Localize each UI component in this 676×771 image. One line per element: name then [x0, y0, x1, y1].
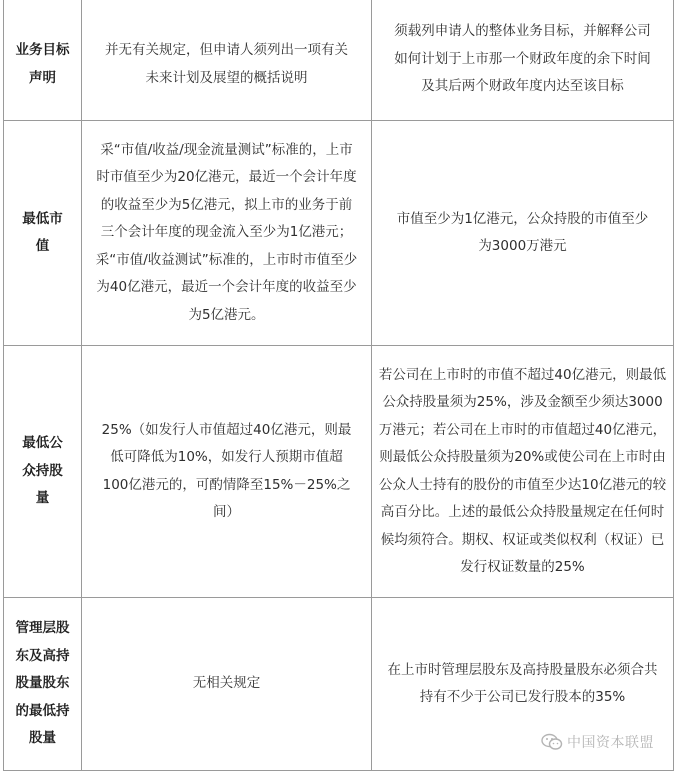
gem-cell: 须载列申请人的整体业务目标，并解释公司如何计划于上市那一个财政年度的余下时间及其后两个财政年度内达至该目标 — [372, 0, 674, 121]
comparison-table — [3, 0, 674, 771]
row-label: 最低市值 — [4, 121, 82, 346]
table-row — [4, 121, 674, 346]
gem-cell: 在上市时管理层股东及高持股量股东必须合共持有不少于公司已发行股本的35% — [372, 598, 674, 771]
gem-cell: 若公司在上市时的市值不超过40亿港元，则最低公众持股量须为25%，涉及金额至少须达3000万港元；若公司在上市时的市值超过40亿港元，则最低公众持股量须为20%或使公司在上市时由公众人士持有的股份的市值至少达10亿港元的较高百分比。上述的最低公众持股量规定在任何时候均须符合。期权、权证或类似权利（权证）已发行权证数量的25% — [372, 346, 674, 598]
main-board-cell: 采“市值/收益/现金流量测试”标准的，上市时市值至少为20亿港元，最近一个会计年度的收益至少为5亿港元，拟上市的业务于前三个会计年度的现金流入至少为1亿港元；采“市值/收益测试”标准的，上市时市值至少为40亿港元，最近一个会计年度的收益至少为5亿港元。 — [82, 121, 372, 346]
main-board-cell: 无相关规定 — [82, 598, 372, 771]
table-row — [4, 0, 674, 121]
watermark — [541, 732, 654, 752]
wechat-icon — [541, 733, 563, 751]
row-label: 业务目标声明 — [4, 0, 82, 121]
gem-cell: 市值至少为1亿港元，公众持股的市值至少为3000万港元 — [372, 121, 674, 346]
watermark-text: 中国资本联盟 — [567, 735, 654, 751]
row-label: 管理层股东及高持股量股东的最低持股量 — [4, 598, 82, 771]
main-board-cell: 并无有关规定，但申请人须列出一项有关未来计划及展望的概括说明 — [82, 0, 372, 121]
main-board-cell: 25%（如发行人市值超过40亿港元，则最低可降低为10%，如发行人预期市值超100亿港元的，可酌情降至15%－25%之间） — [82, 346, 372, 598]
row-label: 最低公众持股量 — [4, 346, 82, 598]
table-row — [4, 346, 674, 598]
